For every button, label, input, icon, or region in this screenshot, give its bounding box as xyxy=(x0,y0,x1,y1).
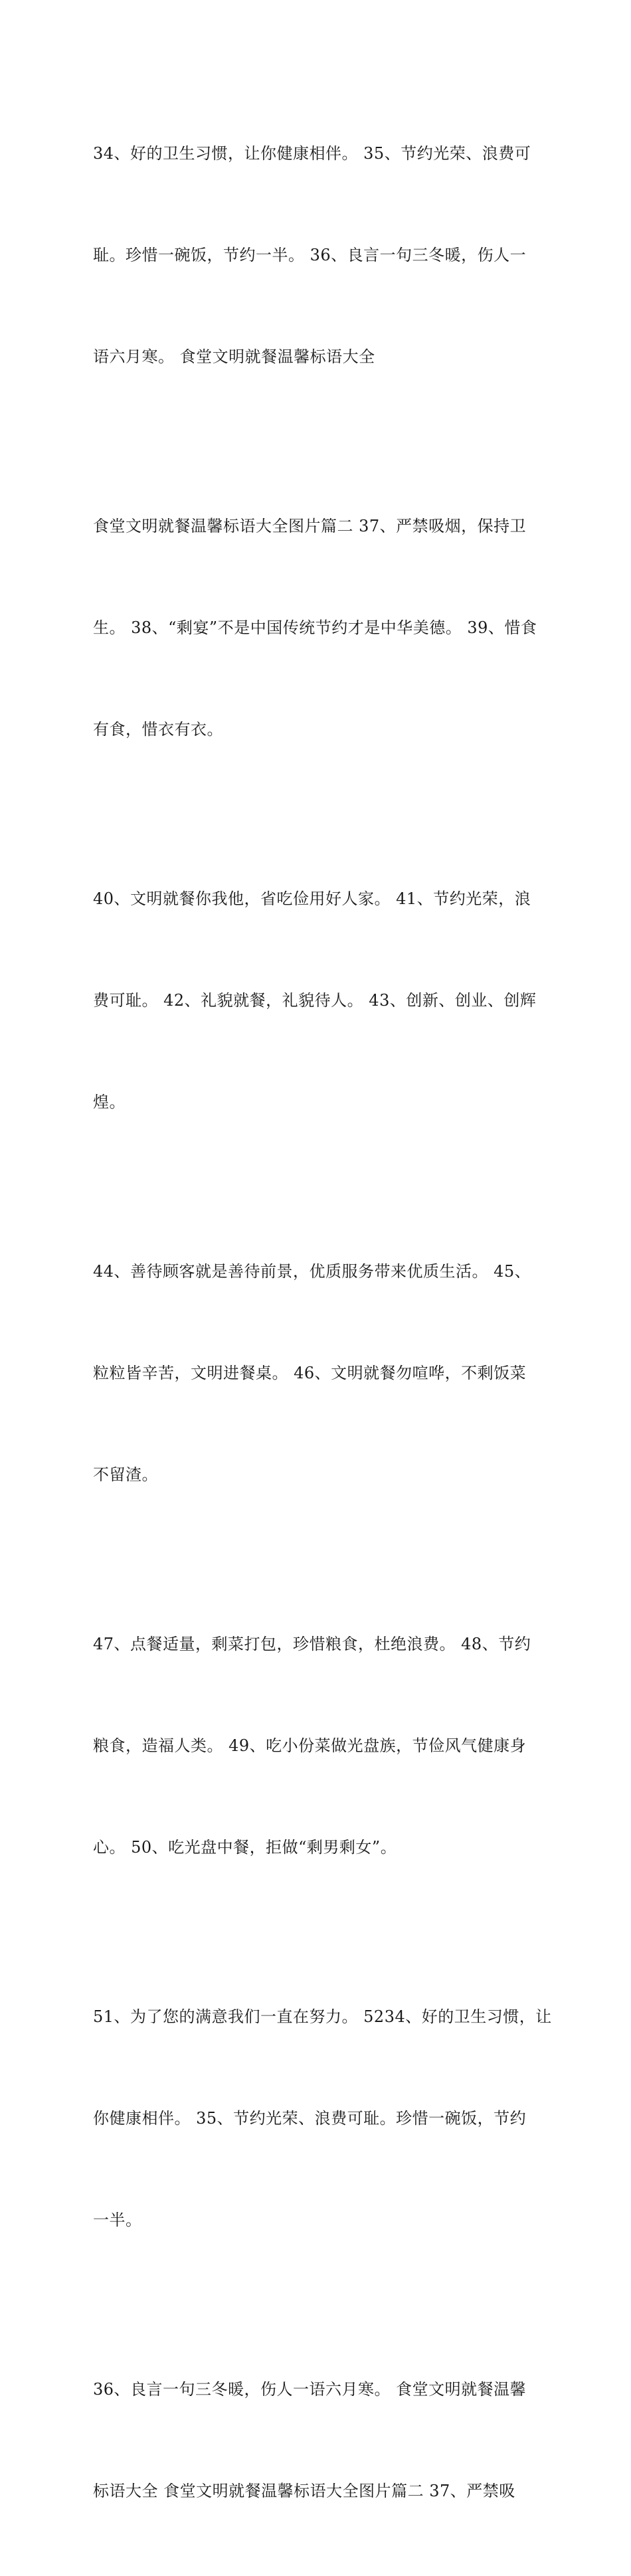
text-line: 你健康相伴。 35、节约光荣、浪费可耻。珍惜一碗饭，节约 xyxy=(93,2109,527,2128)
paragraph-7 xyxy=(93,2305,545,2576)
text-line: 一半。 xyxy=(93,2211,142,2229)
text-line: 粒粒皆辛苦，文明进餐桌。 46、文明就餐勿喧哗，不剩饭菜 xyxy=(93,1364,527,1382)
text-line: 语六月寒。 食堂文明就餐温馨标语大全 xyxy=(93,347,375,366)
paragraph-4 xyxy=(93,1187,545,1560)
paragraph-5 xyxy=(93,1560,545,1932)
paragraph-3 xyxy=(93,814,545,1187)
paragraph-6 xyxy=(93,1932,552,2305)
text-line: 36、良言一句三冬暖，伤人一语六月寒。 食堂文明就餐温馨 xyxy=(93,2380,527,2399)
paragraph-1 xyxy=(93,69,545,442)
text-line: 不留渣。 xyxy=(93,1465,158,1484)
text-line: 生。 38、“剩宴”不是中国传统节约才是中华美德。 39、惜食 xyxy=(93,618,537,637)
text-line: 煌。 xyxy=(93,1093,126,1111)
text-line: 有食，惜衣有衣。 xyxy=(93,720,223,739)
text-line: 粮食，造福人类。 49、吃小份菜做光盘族，节俭风气健康身 xyxy=(93,1736,527,1755)
text-line: 40、文明就餐你我他，省吃俭用好人家。 41、节约光荣，浪 xyxy=(93,889,531,908)
text-line: 44、善待顾客就是善待前景，优质服务带来优质生活。 45、 xyxy=(93,1262,531,1281)
text-line: 耻。珍惜一碗饭，节约一半。 36、良言一句三冬暖，伤人一 xyxy=(93,246,527,264)
text-line: 47、点餐适量，剩菜打包，珍惜粮食，杜绝浪费。 48、节约 xyxy=(93,1635,531,1653)
paragraph-2 xyxy=(93,442,545,814)
text-line: 标语大全 食堂文明就餐温馨标语大全图片篇二 37、严禁吸 xyxy=(93,2482,515,2500)
text-line: 费可耻。 42、礼貌就餐，礼貌待人。 43、创新、创业、创辉 xyxy=(93,991,537,1010)
text-line: 食堂文明就餐温馨标语大全图片篇二 37、严禁吸烟，保持卫 xyxy=(93,517,527,535)
text-line: 心。 50、吃光盘中餐，拒做“剩男剩女”。 xyxy=(93,1838,397,1857)
text-line: 51、为了您的满意我们一直在努力。 5234、好的卫生习惯，让 xyxy=(93,2007,552,2026)
text-line: 34、好的卫生习惯，让你健康相伴。 35、节约光荣、浪费可 xyxy=(93,144,531,163)
document-body xyxy=(93,69,552,2576)
